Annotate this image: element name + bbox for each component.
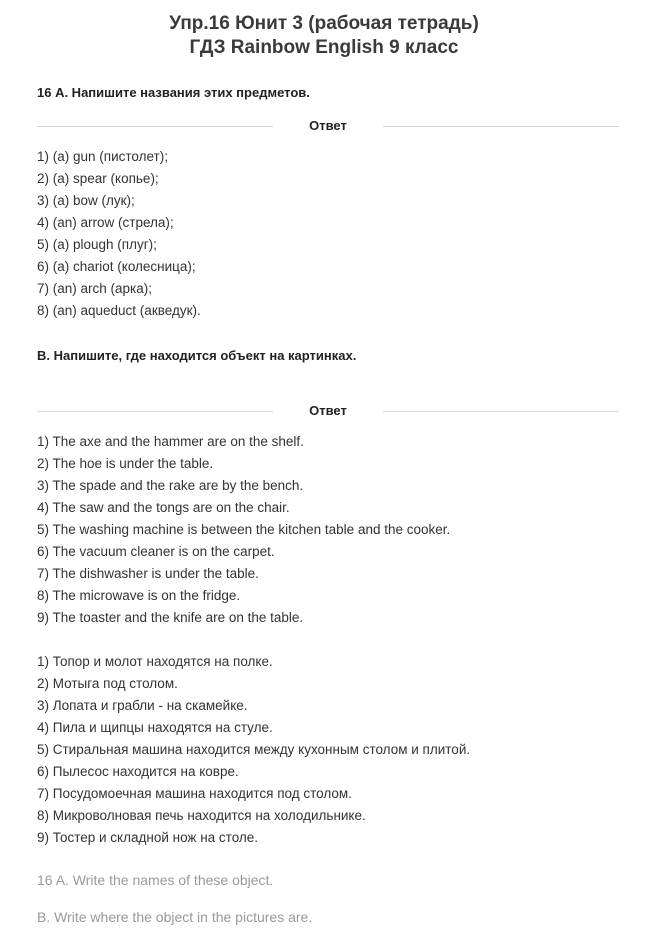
list-item: 5) (a) plough (плуг); <box>37 237 157 252</box>
list-item: 1) The axe and the hammer are on the shelf. <box>37 434 304 449</box>
list-item: 2) (a) spear (копье); <box>37 171 159 186</box>
answer-label: Ответ <box>309 403 347 418</box>
task-a-heading: 16 А. Напишите названия этих предметов. <box>37 85 310 100</box>
answer-divider-b <box>37 403 619 419</box>
list-item: 6) (a) chariot (колесница); <box>37 259 196 274</box>
list-item: 3) Лопата и грабли - на скамейке. <box>37 698 248 713</box>
divider-line <box>383 411 619 412</box>
page-title-line1: Упр.16 Юнит 3 (рабочая тетрадь) <box>169 13 479 34</box>
list-item: 7) Посудомоечная машина находится под столом. <box>37 786 352 801</box>
page-title-line2: ГДЗ Rainbow English 9 класс <box>189 37 459 58</box>
list-item: 5) The washing machine is between the kitchen table and the cooker. <box>37 522 451 537</box>
list-item: 8) The microwave is on the fridge. <box>37 588 241 603</box>
translation-b: B. Write where the object in the pictures are. <box>37 909 313 925</box>
list-item: 2) The hoe is under the table. <box>37 456 214 471</box>
answers-list-b-en <box>37 431 450 629</box>
list-item: 8) (an) aqueduct (акведук). <box>37 303 201 318</box>
list-item: 9) The toaster and the knife are on the table. <box>37 610 304 625</box>
list-item: 2) Мотыга под столом. <box>37 676 178 691</box>
list-item: 3) (a) bow (лук); <box>37 193 135 208</box>
answers-list-a <box>37 146 201 322</box>
list-item: 4) (an) arrow (стрела); <box>37 215 174 230</box>
list-item: 6) Пылесос находится на ковре. <box>37 764 239 779</box>
list-item: 1) Топор и молот находятся на полке. <box>37 654 273 669</box>
divider-line <box>37 126 273 127</box>
list-item: 9) Тостер и складной нож на столе. <box>37 830 259 845</box>
list-item: 8) Микроволновая печь находится на холодильнике. <box>37 808 366 823</box>
answer-label: Ответ <box>309 118 347 133</box>
list-item: 1) (a) gun (пистолет); <box>37 149 168 164</box>
answer-divider-a <box>37 118 619 134</box>
list-item: 4) Пила и щипцы находятся на стуле. <box>37 720 273 735</box>
list-item: 5) Стиральная машина находится между кухонным столом и плитой. <box>37 742 471 757</box>
translation-a: 16 A. Write the names of these object. <box>37 872 274 888</box>
list-item: 6) The vacuum cleaner is on the carpet. <box>37 544 275 559</box>
list-item: 7) (an) arch (арка); <box>37 281 152 296</box>
list-item: 3) The spade and the rake are by the bench. <box>37 478 304 493</box>
answers-list-b-ru <box>37 651 470 849</box>
page-title <box>0 12 648 60</box>
task-b-heading: В. Напишите, где находится объект на картинках. <box>37 348 357 363</box>
list-item: 4) The saw and the tongs are on the chair. <box>37 500 290 515</box>
list-item: 7) The dishwasher is under the table. <box>37 566 259 581</box>
divider-line <box>383 126 619 127</box>
divider-line <box>37 411 273 412</box>
